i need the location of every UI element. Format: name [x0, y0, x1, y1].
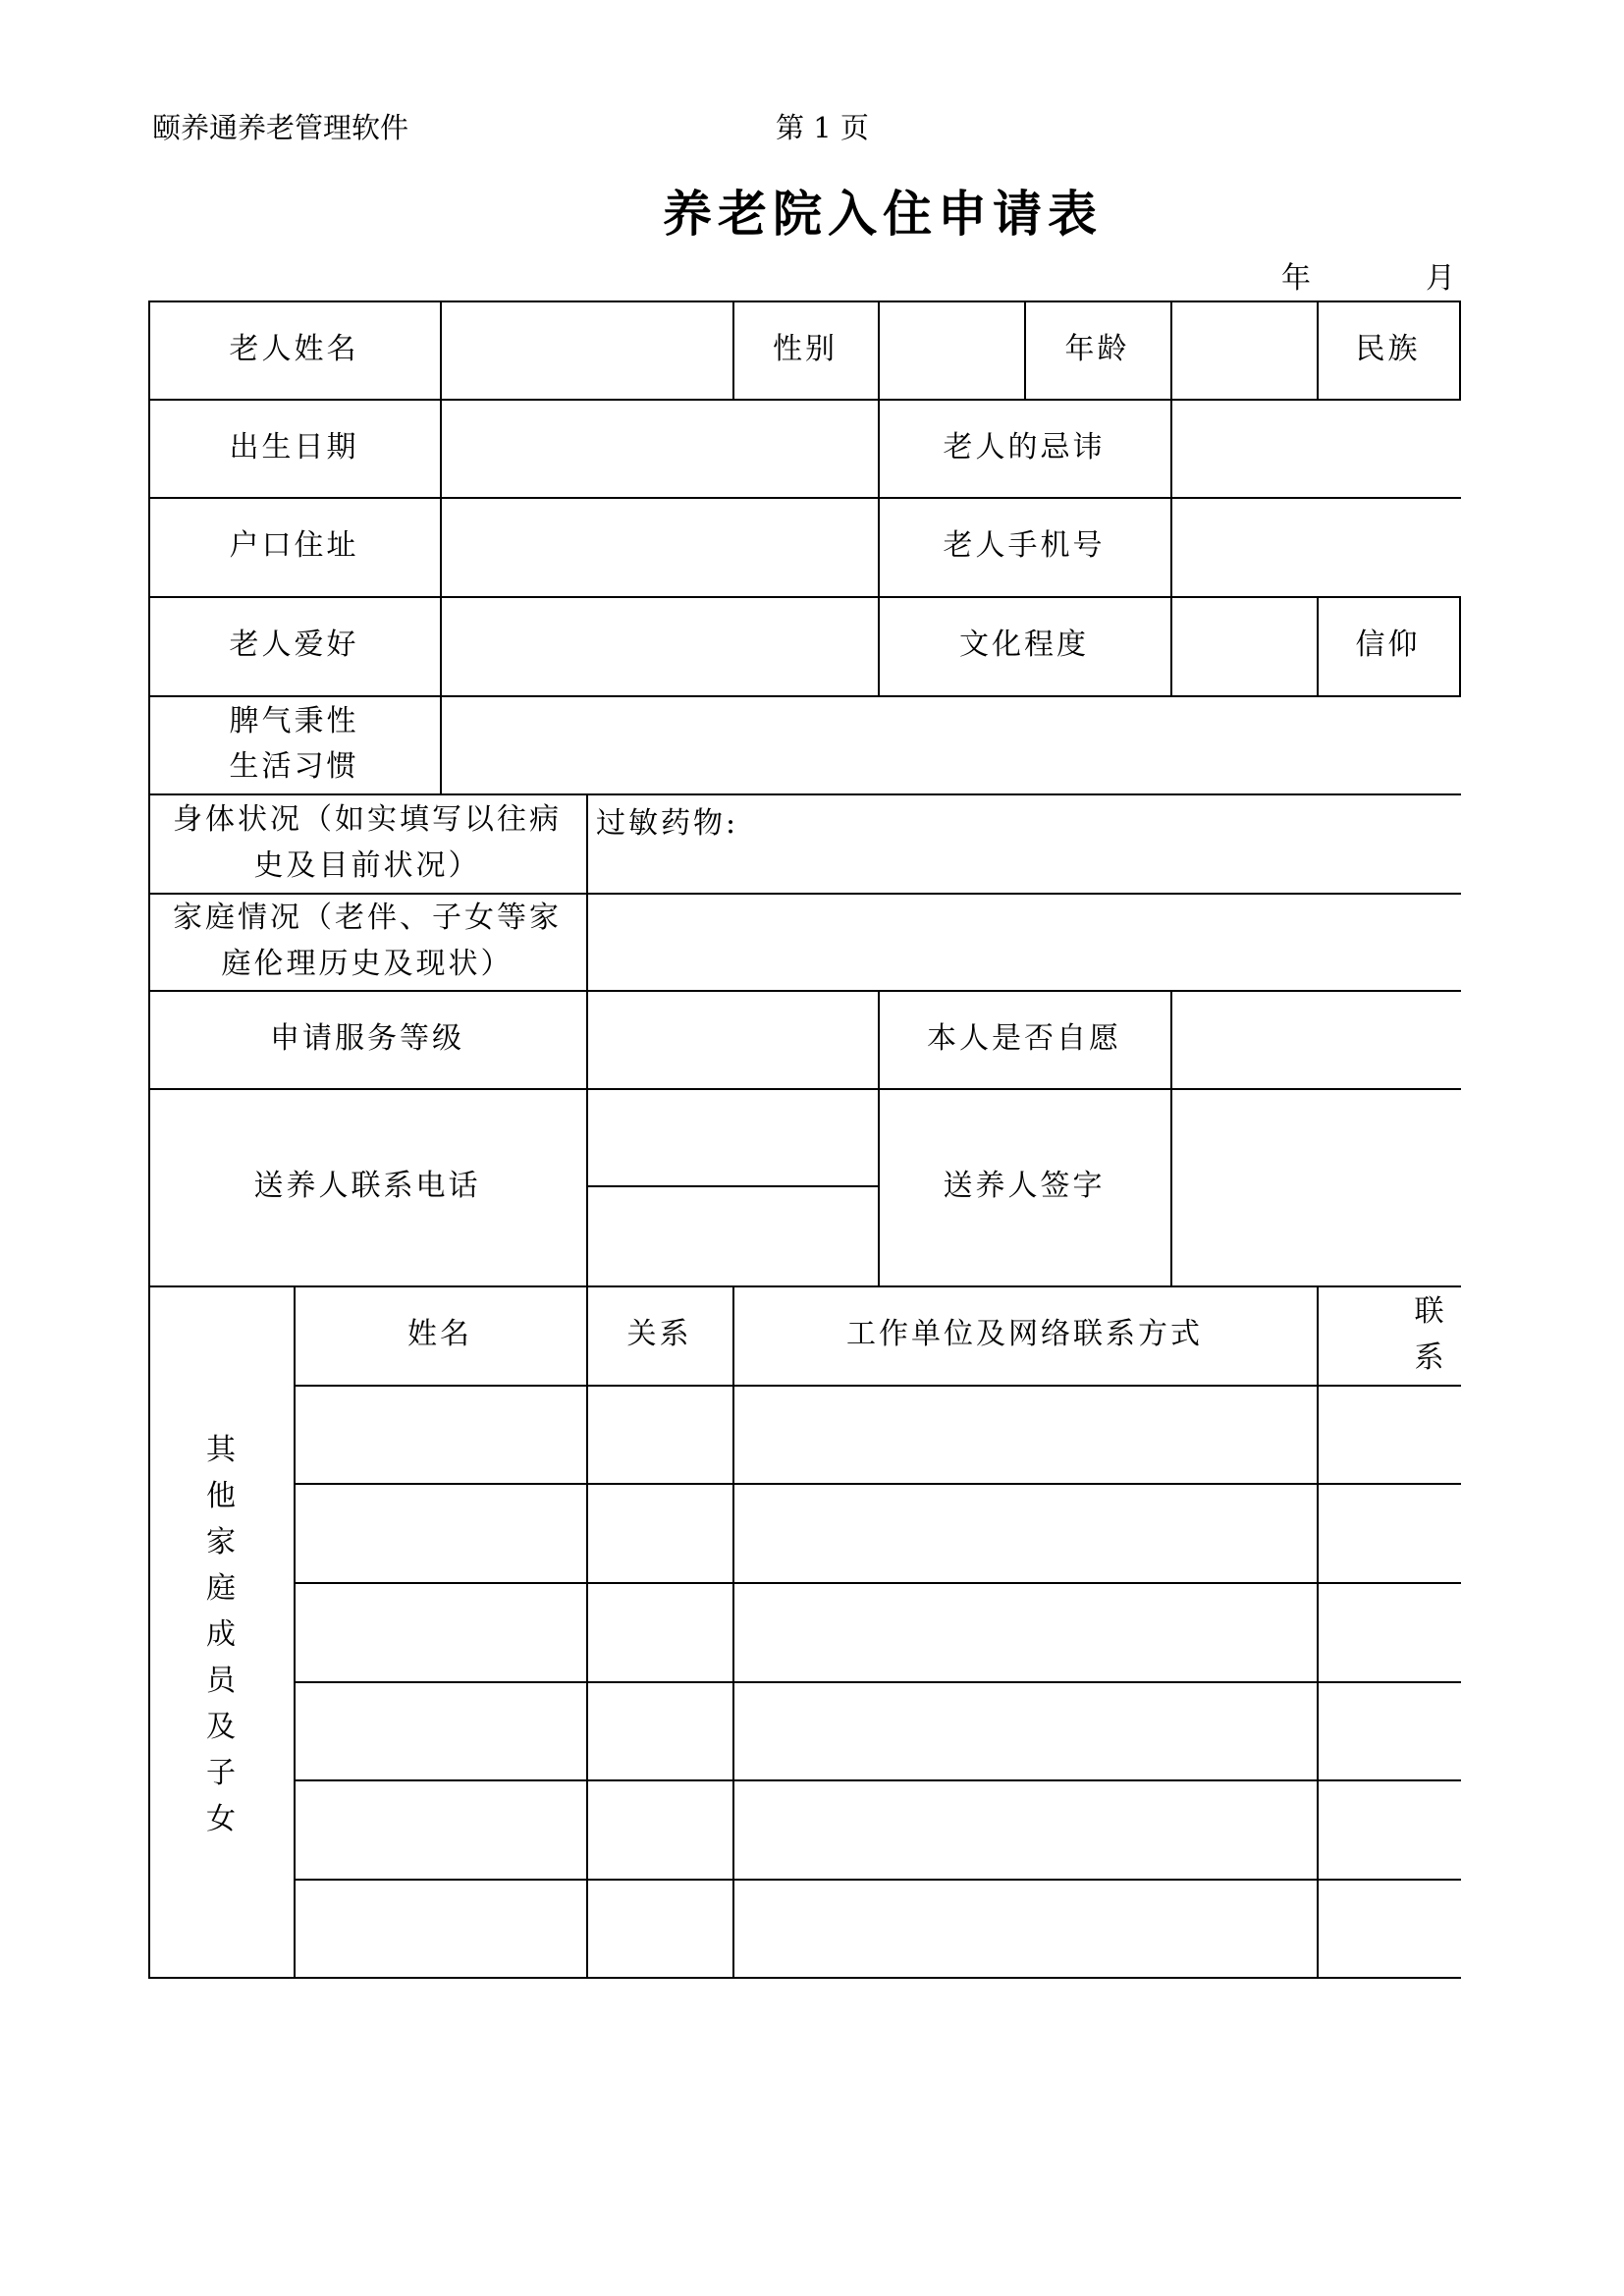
- member-name-cell[interactable]: [294, 1385, 586, 1483]
- address-label: 户口住址: [229, 528, 359, 564]
- temper-label: 脾气秉性: [229, 703, 359, 738]
- member-name-cell[interactable]: [294, 1879, 586, 1977]
- address-field[interactable]: [440, 497, 878, 596]
- member-work-cell[interactable]: [732, 1385, 1317, 1483]
- age-label: 年龄: [1064, 331, 1130, 366]
- voluntary-field[interactable]: [1170, 990, 1461, 1088]
- gender-field[interactable]: [878, 301, 1024, 399]
- member-work-cell[interactable]: [732, 1681, 1317, 1779]
- member-name-cell[interactable]: [294, 1779, 586, 1879]
- hobby-label: 老人爱好: [229, 628, 359, 663]
- member-contact-cell[interactable]: [1317, 1779, 1461, 1879]
- hobby-field[interactable]: [440, 596, 878, 695]
- date-year-label: 年: [1281, 261, 1311, 296]
- software-name: 颐养通养老管理软件: [152, 111, 409, 144]
- member-contact-cell[interactable]: [1317, 1385, 1461, 1483]
- member-name-cell[interactable]: [294, 1582, 586, 1681]
- col-relation-header: 关系: [626, 1317, 692, 1352]
- member-relation-cell[interactable]: [586, 1779, 732, 1879]
- member-work-cell[interactable]: [732, 1879, 1317, 1977]
- health-status-label: [148, 793, 586, 893]
- elder-name-field[interactable]: [440, 301, 732, 399]
- service-level-field[interactable]: [586, 990, 878, 1088]
- date-month-label: 月: [1426, 261, 1455, 296]
- member-work-cell[interactable]: [732, 1483, 1317, 1582]
- member-relation-cell[interactable]: [586, 1385, 732, 1483]
- mobile-field[interactable]: [1170, 497, 1461, 596]
- col-contact-header: 联系: [1414, 1294, 1447, 1375]
- age-field[interactable]: [1170, 301, 1317, 399]
- health-label-line2: 史及目前状况）: [253, 847, 481, 883]
- member-relation-cell[interactable]: [586, 1582, 732, 1681]
- page-number: 第 1 页: [776, 111, 869, 144]
- taboo-field[interactable]: [1170, 399, 1461, 497]
- ethnicity-label: 民族: [1355, 331, 1421, 366]
- col-work-header: 工作单位及网络联系方式: [846, 1317, 1203, 1352]
- family-label-line2: 庭伦理历史及现状）: [221, 946, 514, 981]
- sender-phone-label: 送养人联系电话: [253, 1169, 481, 1204]
- member-relation-cell[interactable]: [586, 1681, 732, 1779]
- allergy-field[interactable]: [586, 793, 1461, 893]
- sender-sign-field[interactable]: [1170, 1088, 1461, 1285]
- member-contact-cell[interactable]: [1317, 1483, 1461, 1582]
- temper-habit-label: [148, 695, 440, 793]
- member-contact-cell[interactable]: [1317, 1879, 1461, 1977]
- mobile-label: 老人手机号: [943, 528, 1106, 564]
- member-work-cell[interactable]: [732, 1779, 1317, 1879]
- family-label-line1: 家庭情况（老伴、子女等家: [173, 901, 562, 935]
- voluntary-label: 本人是否自愿: [927, 1020, 1121, 1056]
- education-label: 文化程度: [959, 628, 1089, 663]
- habit-label: 生活习惯: [229, 749, 359, 784]
- member-work-cell[interactable]: [732, 1582, 1317, 1681]
- member-contact-cell[interactable]: [1317, 1582, 1461, 1681]
- member-relation-cell[interactable]: [586, 1879, 732, 1977]
- birth-date-field[interactable]: [440, 399, 878, 497]
- birth-date-label: 出生日期: [229, 429, 359, 465]
- health-label-line1: 身体状况（如实填写以往病: [173, 802, 562, 837]
- member-name-cell[interactable]: [294, 1483, 586, 1582]
- family-members-section-text: 其他家庭成员及子女: [206, 1433, 236, 1836]
- member-relation-cell[interactable]: [586, 1483, 732, 1582]
- service-level-label: 申请服务等级: [270, 1020, 464, 1056]
- member-name-cell[interactable]: [294, 1681, 586, 1779]
- sender-sign-label: 送养人签字: [943, 1169, 1106, 1204]
- taboo-label: 老人的忌讳: [943, 429, 1106, 465]
- temper-habit-field[interactable]: [440, 695, 1461, 793]
- gender-label: 性别: [773, 331, 838, 366]
- member-contact-cell[interactable]: [1317, 1681, 1461, 1779]
- sender-phone-field-2[interactable]: [586, 1185, 878, 1285]
- family-members-section-label: [201, 1427, 241, 1842]
- education-field[interactable]: [1170, 596, 1317, 695]
- family-status-label: [148, 893, 586, 990]
- page-title: 养老院入住申请表: [663, 185, 1103, 243]
- sender-phone-field-1[interactable]: [586, 1088, 878, 1185]
- elder-name-label: 老人姓名: [229, 331, 359, 366]
- religion-label: 信仰: [1355, 628, 1421, 663]
- col-name-header: 姓名: [407, 1317, 472, 1352]
- allergy-label: 过敏药物:: [596, 806, 739, 841]
- family-status-field[interactable]: [586, 893, 1461, 990]
